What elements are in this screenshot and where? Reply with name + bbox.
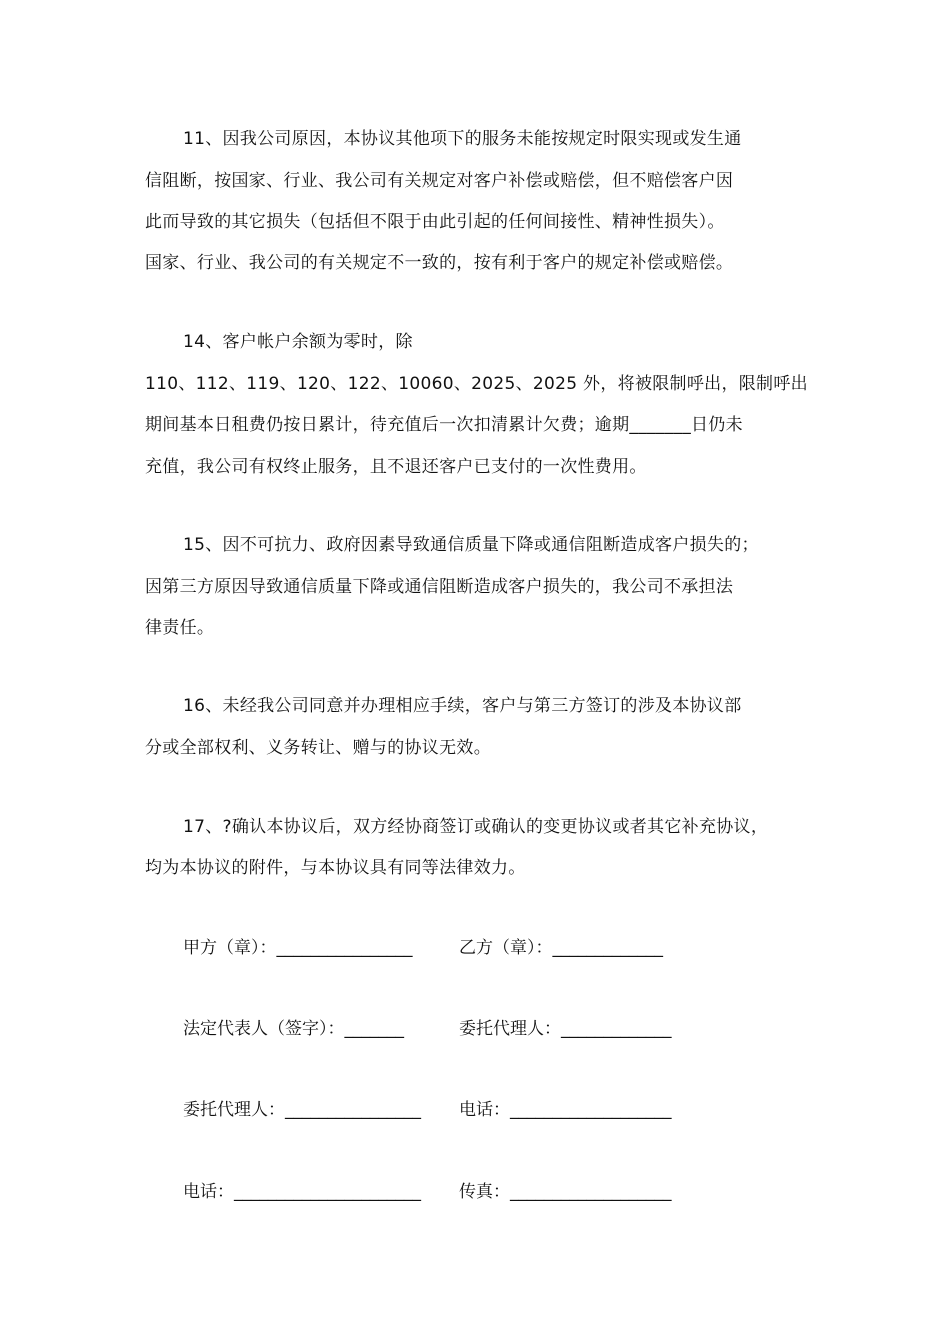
fax-field: 传真：___________________ <box>459 1182 672 1202</box>
clause-16-line-1: 16、未经我公司同意并办理相应手续，客户与第三方签订的涉及本协议部 <box>183 696 742 716</box>
clause-14-line-1: 14、客户帐户余额为零时，除 <box>183 332 413 352</box>
clause-14-line-3: 期间基本日租费仍按日累计，待充值后一次扣清累计欠费；逾期_______日仍未 <box>145 415 743 435</box>
clause-15-line-1: 15、因不可抗力、政府因素导致通信质量下降或通信阻断造成客户损失的； <box>183 535 759 555</box>
clause-15-line-2: 因第三方原因导致通信质量下降或通信阻断造成客户损失的，我公司不承担法 <box>145 577 734 597</box>
party-b-seal-field: 乙方（章）：_____________ <box>459 938 663 958</box>
party-b-agent-field: 委托代理人：_____________ <box>459 1019 672 1039</box>
clause-11-line-2: 信阻断，按国家、行业、我公司有关规定对客户补偿或赔偿，但不赔偿客户因 <box>145 171 734 191</box>
party-a-phone-field: 电话：______________________ <box>183 1182 421 1202</box>
clause-14-line-4: 充值，我公司有权终止服务，且不退还客户已支付的一次性费用。 <box>145 457 647 477</box>
clause-15-line-3: 律责任。 <box>145 618 215 638</box>
clause-17-line-2: 均为本协议的附件，与本协议具有同等法律效力。 <box>145 858 526 878</box>
clause-14-line-2: 110、112、119、120、122、10060、2025、2025 外，将被限制呼出，限制呼出 <box>145 374 808 394</box>
party-a-agent-field: 委托代理人：________________ <box>183 1100 421 1120</box>
clause-11-line-4: 国家、行业、我公司的有关规定不一致的，按有利于客户的规定补偿或赔偿。 <box>145 253 734 273</box>
clause-17-line-1: 17、?确认本协议后，双方经协商签订或确认的变更协议或者其它补充协议， <box>183 817 769 837</box>
clause-16-line-2: 分或全部权利、义务转让、赠与的协议无效。 <box>145 738 491 758</box>
party-b-phone-field: 电话：___________________ <box>459 1100 672 1120</box>
party-a-seal-field: 甲方（章）：________________ <box>183 938 413 958</box>
clause-11-line-3: 此而导致的其它损失（包括但不限于由此引起的任何间接性、精神性损失）。 <box>145 212 725 232</box>
clause-11-line-1: 11、因我公司原因，本协议其他项下的服务未能按规定时限实现或发生通 <box>183 129 742 149</box>
legal-representative-signature-field: 法定代表人（签字）：_______ <box>183 1019 404 1039</box>
